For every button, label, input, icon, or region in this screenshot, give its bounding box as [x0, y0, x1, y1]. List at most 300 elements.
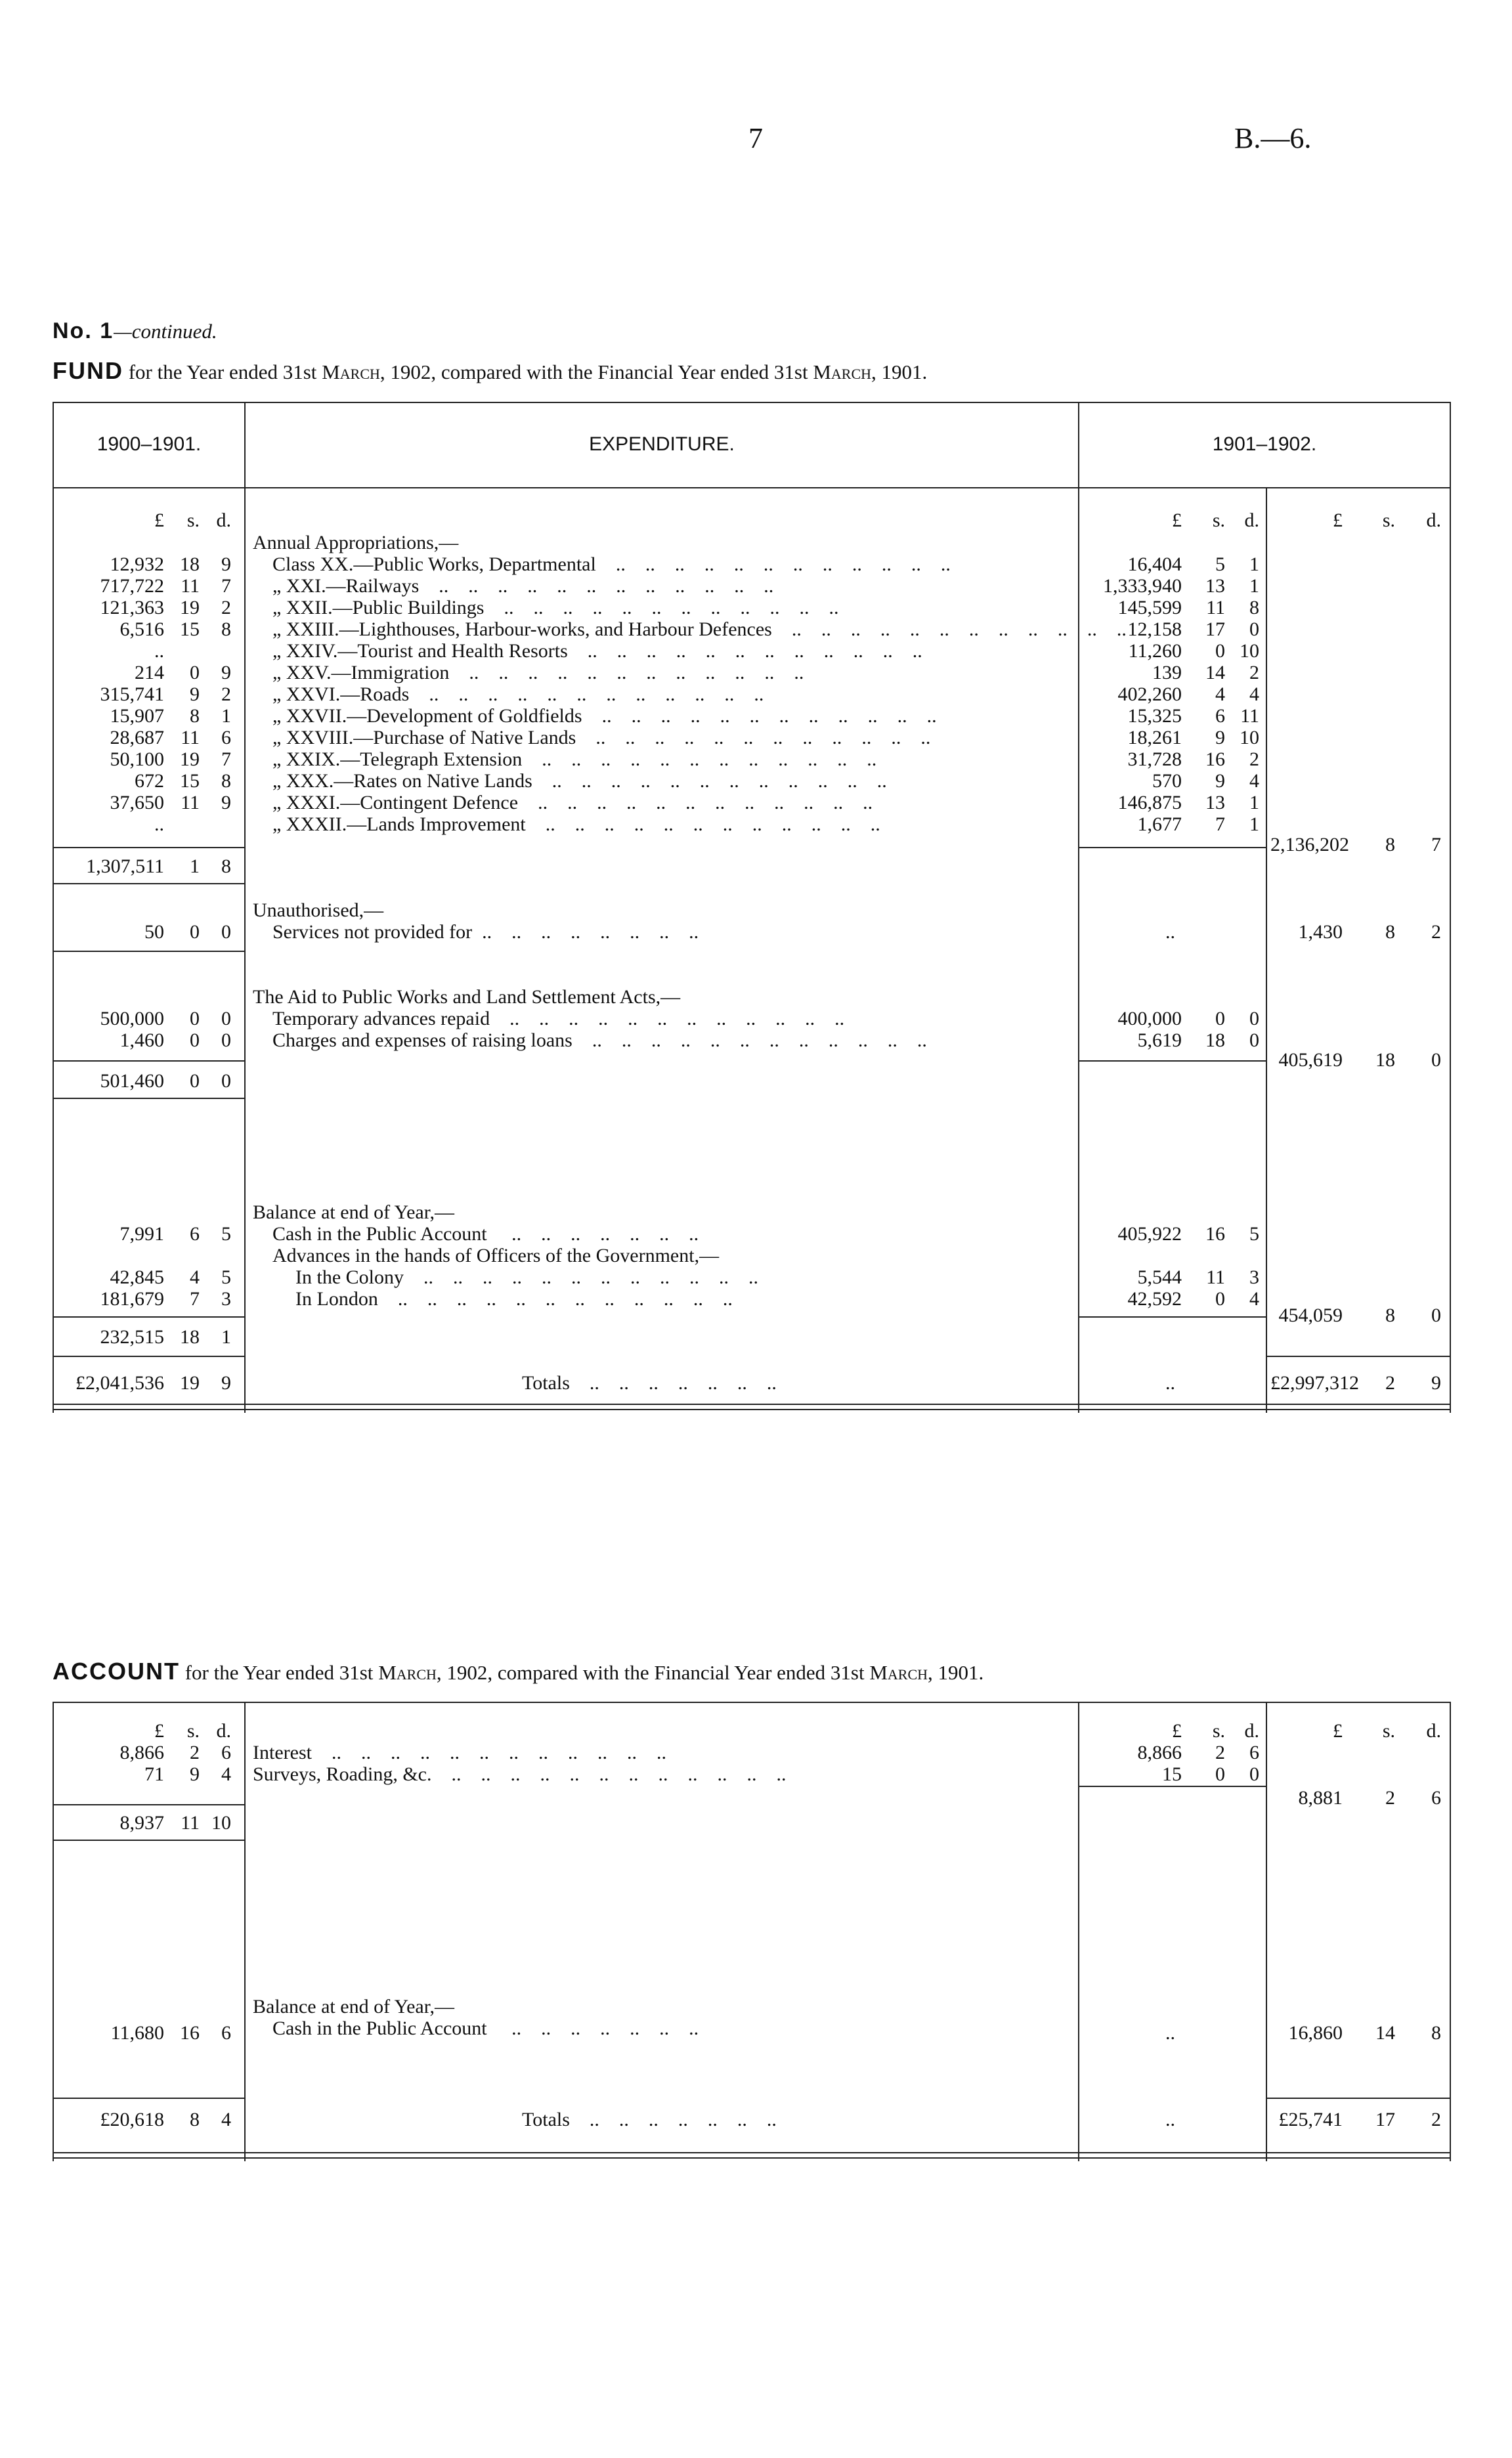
approp-right-pence: 1	[1249, 553, 1259, 575]
fund-title-month: March	[322, 360, 380, 383]
acct-cash-right-shillings: 14	[1375, 2022, 1395, 2044]
approp-left	[59, 618, 231, 640]
approp-left-shillings: 0	[190, 662, 200, 683]
rule	[244, 1702, 246, 2161]
acct-cash-left-shillings: 16	[180, 2022, 200, 2044]
leader-dots: .. .. .. .. .. .. .. .. .. .. .. ..	[771, 618, 1127, 640]
aid-right-pence: 0	[1249, 1008, 1259, 1029]
aid-right-pence: 0	[1249, 1029, 1259, 1051]
rule	[54, 1098, 244, 1099]
aid-right-total-shillings: 18	[1375, 1049, 1395, 1071]
leader-dots: .. .. .. .. .. .. ..	[486, 1223, 699, 1245]
approp-right-pence: 10	[1240, 727, 1259, 748]
leader-dots: .. .. .. .. .. .. ..	[486, 2017, 699, 2039]
tot-left-pence: 9	[221, 1372, 231, 1394]
rule	[54, 1804, 244, 1805]
leader-dots: .. .. .. .. .. .. .. .. .. .. .. ..	[490, 1008, 845, 1029]
approp-label-text: „ XXIX.—Telegraph Extension	[272, 748, 523, 770]
approp-label-text: „ XXV.—Immigration	[272, 662, 450, 683]
leader-dots: .. .. .. .. .. .. .. .. .. .. .. ..	[576, 727, 931, 748]
approp-right-shillings: 13	[1205, 792, 1225, 813]
approp-right-shillings: 9	[1215, 727, 1225, 748]
approp-right-pounds: 402,260	[1117, 683, 1182, 705]
totals-left	[56, 1372, 231, 1394]
tot-right-pounds: £2,997,312	[1270, 1372, 1359, 1394]
approp-label	[272, 748, 1064, 770]
leader-dots: .. .. .. .. .. .. .. .. .. .. .. ..	[595, 553, 951, 575]
acct-tot-left-pence: 4	[221, 2109, 231, 2130]
approp-left-pounds: 717,722	[100, 575, 164, 597]
aid-right	[1077, 1029, 1259, 1051]
approp-label-text: „ XXXI.—Contingent Defence	[272, 792, 519, 813]
approp-right	[1077, 748, 1259, 770]
bal-label	[295, 1266, 1064, 1288]
approp-right-shillings: 6	[1215, 705, 1225, 727]
acct-right-total-pounds: 8,881	[1298, 1787, 1343, 1809]
account-unit-left: £ s. d.	[154, 1720, 231, 1742]
approp-right-total-shillings: 8	[1385, 834, 1395, 855]
acct-left-pence: 6	[221, 1742, 231, 1763]
advances-heading: Advances in the hands of Officers of the Government,—	[272, 1245, 720, 1266]
leader-dots: .. .. .. .. .. .. .. .. .. .. .. ..	[532, 770, 887, 792]
approp-left	[59, 705, 231, 727]
unauthorised-label	[272, 921, 699, 943]
rule	[1450, 402, 1451, 1413]
approp-right	[1077, 770, 1259, 792]
aid-left-total	[59, 1070, 231, 1092]
totals-text: Totals	[522, 1372, 570, 1394]
acct-label-text: Interest	[253, 1742, 312, 1763]
acct-left	[59, 1763, 231, 1785]
bal-left-pounds: 42,845	[110, 1266, 164, 1288]
approp-left	[59, 553, 231, 575]
approp-left-pence: 9	[221, 662, 231, 683]
bal-right-pence: 4	[1249, 1288, 1259, 1310]
approp-left	[59, 770, 231, 792]
approp-left	[59, 640, 231, 662]
tot-right-pence: 9	[1431, 1372, 1441, 1394]
account-left-total	[59, 1812, 231, 1834]
approp-label-text: „ XXXII.—Lands Improvement	[272, 813, 526, 835]
fund-title-word: FUND	[53, 357, 123, 384]
leader-dots: .. .. .. .. .. .. ..	[569, 2109, 777, 2130]
account-cash-text: Cash in the Public Account	[272, 2017, 487, 2039]
approp-right	[1077, 597, 1259, 618]
approp-label-text: „ XXVIII.—Purchase of Native Lands	[272, 727, 576, 748]
approp-right-pence: 1	[1249, 575, 1259, 597]
acct-cash-left-pence: 6	[221, 2022, 231, 2044]
aid-left-total-shillings: 0	[190, 1070, 200, 1092]
acct-cash-right-pounds: 16,860	[1288, 2022, 1343, 2044]
approp-right-shillings: 0	[1215, 640, 1225, 662]
bal-left-shillings: 7	[190, 1288, 200, 1310]
approp-right-shillings: 11	[1206, 597, 1225, 618]
acct-label	[253, 1742, 1064, 1763]
approp-left-shillings: 15	[180, 618, 200, 640]
unauthorised-right	[1270, 921, 1441, 943]
acct-left-total-pence: 10	[211, 1812, 231, 1834]
acct-left-total-shillings: 11	[181, 1812, 200, 1834]
approp-right-pence: 1	[1249, 813, 1259, 835]
leader-dots: .. .. .. .. .. .. .. .. .. .. .. ..	[378, 1288, 733, 1310]
bal-right-pounds: 42,592	[1127, 1288, 1182, 1310]
rule	[53, 487, 1451, 488]
account-unit-right: £ s. d.	[1333, 1720, 1441, 1742]
acct-left-shillings: 2	[190, 1742, 200, 1763]
tot-left-pounds: £2,041,536	[76, 1372, 164, 1394]
approp-left-pounds: 315,741	[100, 683, 164, 705]
approp-left-pence: 6	[221, 727, 231, 748]
approp-right-pence: 0	[1249, 618, 1259, 640]
approp-left-pounds: ..	[154, 813, 164, 835]
leader-dots: .. .. .. .. .. .. .. .. .. .. .. ..	[522, 748, 877, 770]
fund-title	[53, 357, 927, 385]
bal-left-total-pounds: 232,515	[100, 1326, 164, 1348]
approp-left-shillings: 8	[190, 705, 200, 727]
leader-dots: .. .. .. .. .. .. .. .. .. .. .. ..	[449, 662, 804, 683]
approp-right-pence: 4	[1249, 770, 1259, 792]
bal-left-pence: 3	[221, 1288, 231, 1310]
tot-left-shillings: 19	[180, 1372, 200, 1394]
approp-right-shillings: 4	[1215, 683, 1225, 705]
approp-left-pounds: 37,650	[110, 792, 164, 813]
approp-left-shillings: 11	[181, 575, 200, 597]
acct-left-pence: 4	[221, 1763, 231, 1785]
bal-left-shillings: 4	[190, 1266, 200, 1288]
fund-title-part: , 1902, compared with the Financial Year ended 31st	[379, 360, 813, 383]
approp-left-shillings: 19	[180, 748, 200, 770]
rule	[53, 1702, 1451, 1703]
approp-right	[1077, 705, 1259, 727]
unauth-right-pounds: 1,430	[1298, 921, 1343, 943]
leader-dots: .. .. .. .. .. .. .. .. .. .. .. ..	[518, 792, 873, 813]
balance-cash-right	[1077, 1223, 1259, 1245]
bal-label-text: In London	[295, 1288, 378, 1310]
account-right-total	[1270, 1787, 1441, 1809]
acct-right-pence: 0	[1249, 1763, 1259, 1785]
approp-label	[272, 683, 1064, 705]
approp-left-pence: 7	[221, 575, 231, 597]
bal-right-total-shillings: 8	[1385, 1304, 1395, 1326]
account-cash-mid: ..	[1165, 2022, 1175, 2044]
bal-left	[59, 1266, 231, 1288]
account-title-month: March	[869, 1661, 928, 1684]
aid-right-shillings: 0	[1215, 1008, 1225, 1029]
approp-left-pence: 7	[221, 748, 231, 770]
bal-label	[295, 1288, 1064, 1310]
approp-label	[272, 597, 1064, 618]
acct-cash-left-pounds: 11,680	[110, 2022, 164, 2044]
approp-left-pounds: ..	[154, 640, 164, 662]
aid-label	[272, 1029, 1064, 1051]
tot-right-shillings: 2	[1385, 1372, 1395, 1394]
approp-label	[272, 770, 1064, 792]
approp-label-text: Class XX.—Public Works, Departmental	[272, 553, 596, 575]
aid-right-pounds: 400,000	[1117, 1008, 1182, 1029]
aid-label-text: Charges and expenses of raising loans	[272, 1029, 572, 1051]
col-header-1901: 1901–1902.	[1212, 433, 1317, 455]
approp-right-pounds: 146,875	[1117, 792, 1182, 813]
approp-right-pounds: 11,260	[1128, 640, 1182, 662]
aid-right-total-pounds: 405,619	[1278, 1049, 1343, 1071]
bal-right	[1077, 1288, 1259, 1310]
appropriations-right-total	[1270, 834, 1441, 855]
fund-title-part: , 1901.	[871, 360, 928, 383]
balance-heading: Balance at end of Year,—	[253, 1201, 455, 1223]
fund-title-part: for the Year ended 31st	[128, 360, 322, 383]
bal-right-pence: 3	[1249, 1266, 1259, 1288]
acct-label	[253, 1763, 1064, 1785]
approp-right-pounds: 145,599	[1117, 597, 1182, 618]
acct-right	[1077, 1742, 1259, 1763]
approp-right-pounds: 16,404	[1127, 553, 1182, 575]
approp-left-pence: 1	[221, 705, 231, 727]
rule	[244, 402, 246, 1413]
acct-tot-right-pence: 2	[1431, 2109, 1441, 2130]
rule	[1079, 847, 1266, 848]
totals-mid: ..	[1165, 1372, 1175, 1394]
leader-dots: .. .. .. .. .. .. .. ..	[472, 921, 699, 943]
unauth-left-pounds: 50	[144, 921, 164, 943]
approp-left-total-pounds: 1,307,511	[86, 855, 164, 877]
balance-cash-text: Cash in the Public Account	[272, 1223, 487, 1245]
balance-cash-label	[272, 1223, 699, 1245]
approp-right	[1077, 727, 1259, 748]
acct-label-text: Surveys, Roading, &c.	[253, 1763, 432, 1785]
unit-header-left: £ s. d.	[154, 509, 231, 531]
approp-right-pounds: 12,158	[1127, 618, 1182, 640]
approp-left-pence: 2	[221, 683, 231, 705]
rule	[53, 2152, 1451, 2153]
aid-left-shillings: 0	[190, 1029, 200, 1051]
rule	[53, 402, 54, 1413]
account-totals-label	[522, 2109, 777, 2130]
unauth-right-shillings: 8	[1385, 921, 1395, 943]
leader-dots: .. .. .. .. .. .. .. .. .. .. .. ..	[311, 1742, 666, 1763]
approp-label	[272, 640, 1064, 662]
approp-left-shillings: 9	[190, 683, 200, 705]
approp-right-pounds: 1,677	[1137, 813, 1182, 835]
approp-right-shillings: 16	[1205, 748, 1225, 770]
acct-right-shillings: 0	[1215, 1763, 1225, 1785]
rule	[54, 1840, 244, 1841]
leader-dots: .. .. .. .. .. .. .. .. .. .. .. ..	[525, 813, 880, 835]
approp-right-shillings: 7	[1215, 813, 1225, 835]
unauthorised-left	[59, 921, 231, 943]
approp-left	[59, 813, 231, 835]
approp-right-pounds: 15,325	[1127, 705, 1182, 727]
rule	[53, 1409, 1451, 1410]
aid-right-shillings: 18	[1205, 1029, 1225, 1051]
aid-left	[59, 1029, 231, 1051]
approp-left-pounds: 50,100	[110, 748, 164, 770]
approp-right-shillings: 17	[1205, 618, 1225, 640]
acct-right-total-pence: 6	[1431, 1787, 1441, 1809]
aid-left-pounds: 1,460	[119, 1029, 164, 1051]
continued-label: —continued.	[114, 320, 217, 343]
approp-right-pence: 8	[1249, 597, 1259, 618]
approp-right	[1077, 662, 1259, 683]
unauth-right-pence: 2	[1431, 921, 1441, 943]
unit-header-mid: £ s. d.	[1172, 509, 1259, 531]
bal-right-total-pence: 0	[1431, 1304, 1441, 1326]
acct-tot-left-shillings: 8	[190, 2109, 200, 2130]
unit-header-right: £ s. d.	[1333, 509, 1441, 531]
acct-right-pounds: 8,866	[1137, 1742, 1182, 1763]
leader-dots: .. .. .. .. .. .. .. .. .. .. .. ..	[484, 597, 839, 618]
no-label: No. 1	[53, 318, 114, 343]
rule	[1450, 1702, 1451, 2161]
bal-right	[1077, 1266, 1259, 1288]
rule	[54, 951, 244, 952]
rule	[1079, 1786, 1266, 1787]
approp-right	[1077, 792, 1259, 813]
table-number	[53, 318, 217, 344]
bal-label-text: In the Colony	[295, 1266, 404, 1288]
col-header-expenditure: EXPENDITURE.	[589, 433, 735, 455]
approp-left-pounds: 15,907	[110, 705, 164, 727]
approp-label-text: „ XXVII.—Development of Goldfields	[272, 705, 582, 727]
acct-left-total-pounds: 8,937	[119, 1812, 164, 1834]
aid-label-text: Temporary advances repaid	[272, 1008, 490, 1029]
page-number: 7	[748, 122, 763, 154]
approp-label	[272, 618, 1127, 640]
bal-right-shillings: 11	[1206, 1266, 1225, 1288]
approp-left-pence: 2	[221, 597, 231, 618]
rule	[1267, 1356, 1450, 1357]
totals-label	[522, 1372, 777, 1394]
account-cash-left	[59, 2022, 231, 2044]
account-totals-right	[1270, 2109, 1441, 2130]
approp-right	[1077, 618, 1259, 640]
approp-label-text: „ XXX.—Rates on Native Lands	[272, 770, 532, 792]
approp-left-shillings: 19	[180, 597, 200, 618]
fund-title-month: March	[813, 360, 872, 383]
aid-left-total-pounds: 501,460	[100, 1070, 164, 1092]
acct-tot-right-shillings: 17	[1375, 2109, 1395, 2130]
rule	[54, 847, 244, 848]
approp-left-shillings: 15	[180, 770, 200, 792]
approp-label	[272, 662, 1064, 683]
rule	[1079, 1060, 1266, 1062]
approp-label	[272, 575, 1064, 597]
bal-left-total-shillings: 18	[180, 1326, 200, 1348]
rule	[53, 2157, 1451, 2159]
bal-cash-left-pounds: 7,991	[119, 1223, 164, 1245]
appropriations-heading: Annual Appropriations,—	[253, 532, 459, 553]
approp-label	[272, 727, 1064, 748]
rule	[53, 1404, 1451, 1405]
approp-left-shillings: 11	[181, 792, 200, 813]
rule	[1266, 1702, 1267, 2161]
approp-right-pounds: 570	[1152, 770, 1182, 792]
approp-left-pounds: 214	[135, 662, 164, 683]
acct-tot-left-pounds: £20,618	[100, 2109, 164, 2130]
leader-dots: .. .. .. .. .. .. .. .. .. .. .. ..	[431, 1763, 787, 1785]
approp-label	[272, 705, 1064, 727]
approp-right-pounds: 31,728	[1127, 748, 1182, 770]
account-totals-left	[56, 2109, 231, 2130]
bal-cash-right-shillings: 16	[1205, 1223, 1225, 1245]
acct-right-pence: 6	[1249, 1742, 1259, 1763]
approp-right	[1077, 553, 1259, 575]
approp-left	[59, 683, 231, 705]
approp-left-pence: 8	[221, 618, 231, 640]
aid-left	[59, 1008, 231, 1029]
bal-cash-left-shillings: 6	[190, 1223, 200, 1245]
approp-left	[59, 597, 231, 618]
approp-label-text: „ XXI.—Railways	[272, 575, 420, 597]
leader-dots: .. .. .. .. .. .. .. .. .. .. .. ..	[572, 1029, 927, 1051]
aid-right-total-pence: 0	[1431, 1049, 1441, 1071]
approp-left-shillings: 11	[181, 727, 200, 748]
approp-left-pounds: 672	[135, 770, 164, 792]
acct-left-pounds: 8,866	[119, 1742, 164, 1763]
rule	[1267, 2098, 1450, 2099]
bal-cash-right-pounds: 405,922	[1117, 1223, 1182, 1245]
bal-right-total-pounds: 454,059	[1278, 1304, 1343, 1326]
account-cash-label	[272, 2017, 699, 2039]
aid-heading: The Aid to Public Works and Land Settlement Acts,—	[253, 986, 681, 1008]
account-title-part: for the Year ended 31st	[184, 1661, 379, 1684]
aid-left-pounds: 500,000	[100, 1008, 164, 1029]
approp-right-total-pence: 7	[1431, 834, 1441, 855]
acct-left-shillings: 9	[190, 1763, 200, 1785]
acct-right-total-shillings: 2	[1385, 1787, 1395, 1809]
document-code: B.—6.	[1234, 122, 1312, 154]
rule	[53, 1702, 54, 2161]
aid-left-shillings: 0	[190, 1008, 200, 1029]
aid-right	[1077, 1008, 1259, 1029]
approp-right-pence: 2	[1249, 748, 1259, 770]
approp-left-pounds: 12,932	[110, 553, 164, 575]
rule	[54, 2098, 244, 2099]
bal-right-shillings: 0	[1215, 1288, 1225, 1310]
leader-dots: .. .. .. .. .. .. .. .. .. .. .. ..	[419, 575, 774, 597]
approp-right-shillings: 13	[1205, 575, 1225, 597]
leader-dots: .. .. .. .. .. .. .. .. .. .. .. ..	[404, 1266, 758, 1288]
approp-left-pence: 8	[221, 770, 231, 792]
rule	[53, 402, 1451, 403]
account-totals-text: Totals	[522, 2109, 570, 2130]
account-title-part: , 1901.	[928, 1661, 984, 1684]
rule	[1266, 487, 1267, 1413]
account-cash-right	[1270, 2022, 1441, 2044]
approp-label-text: „ XXVI.—Roads	[272, 683, 410, 705]
approp-right-total-pounds: 2,136,202	[1270, 834, 1349, 855]
rule	[54, 1356, 244, 1357]
approp-left	[59, 575, 231, 597]
aid-left-pence: 0	[221, 1029, 231, 1051]
approp-right-shillings: 9	[1215, 770, 1225, 792]
aid-label	[272, 1008, 1064, 1029]
bal-cash-right-pence: 5	[1249, 1223, 1259, 1245]
unauth-left-shillings: 0	[190, 921, 200, 943]
approp-right-pounds: 139	[1152, 662, 1182, 683]
unauthorised-mid: ..	[1165, 921, 1175, 943]
balance-right-total	[1270, 1304, 1441, 1326]
approp-label-text: „ XXIII.—Lighthouses, Harbour-works, and Harbour Defences	[272, 618, 772, 640]
leader-dots: .. .. .. .. .. .. .. .. .. .. .. ..	[567, 640, 922, 662]
leader-dots: .. .. .. .. .. .. .. .. .. .. .. ..	[409, 683, 764, 705]
approp-left-total-shillings: 1	[190, 855, 200, 877]
bal-left-pounds: 181,679	[100, 1288, 164, 1310]
approp-left-pounds: 28,687	[110, 727, 164, 748]
account-balance-heading: Balance at end of Year,—	[253, 1996, 455, 2017]
account-title-month: March	[378, 1661, 437, 1684]
unauth-left-pence: 0	[221, 921, 231, 943]
account-title-part: , 1902, compared with the Financial Year ended 31st	[436, 1661, 870, 1684]
